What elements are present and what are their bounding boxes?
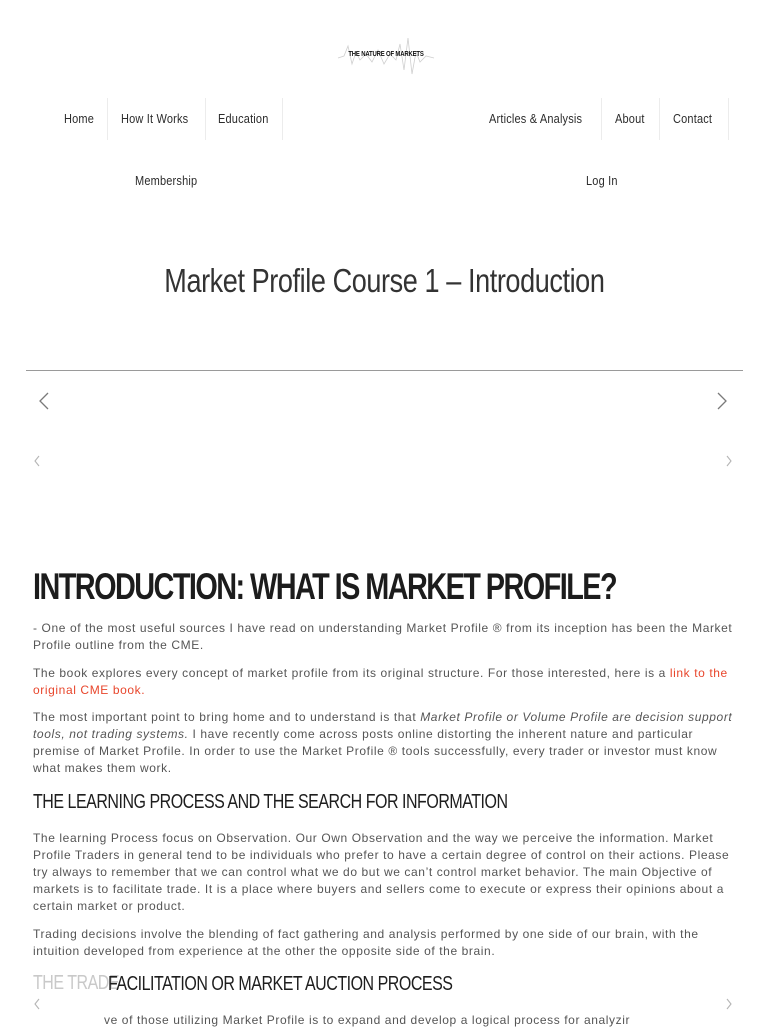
paragraph-trading-decisions: Trading decisions involve the blending of fact gathering and analysis performed by one side of our brain, with the intuition developed from experience at the other the opposite side of the brain. [33,927,699,958]
nav-articles-analysis[interactable]: Articles & Analysis [489,112,583,126]
nav-how-it-works[interactable]: How It Works [121,112,189,126]
chevron-right-icon [725,455,733,467]
section-heading-facilitation: FACILITATION OR MARKET AUCTION PROCESS [108,973,453,995]
paragraph-intro: - One of the most useful sources I have read on understanding Market Profile ® from its inception has been the Market Profile outline from the CME. [33,621,733,652]
footer-next-button[interactable] [725,998,733,1010]
nav-divider [107,98,108,140]
nav-divider [205,98,206,140]
chevron-left-icon [33,998,41,1010]
nav-divider [601,98,602,140]
chevron-right-icon [725,998,733,1010]
content-divider [26,370,743,371]
nav-divider [282,98,283,140]
site-logo[interactable] [334,34,438,80]
slider-prev-button[interactable] [38,392,50,410]
nav-about[interactable]: About [615,112,645,126]
paragraph-book-text: The book explores every concept of market profile from its original structure. For those interested, here is a [33,666,670,680]
paragraph-learning-process: The learning Process focus on Observation. Our Own Observation and the way we perceive the information. Market Profile Traders in general tend to be individuals who prefer to have a certain degree of control on their actions. Please try always to remember that we can control what we do but we can’t control market behavior. The main Objective of markets is to facilitate trade. It is a place where buyers and sellers come to execute or express their opinions about a certain market or product. [33,831,730,913]
chevron-right-icon [716,392,728,410]
slider-next-button[interactable] [716,392,728,410]
gallery-prev-button[interactable] [33,455,41,467]
nav-divider [659,98,660,140]
paragraph-partial-bottom: ve of those utilizing Market Profile is to expand and develop a logical process for analyzir [104,1013,631,1027]
section-heading-partial-faded: THE TRADE [33,972,120,994]
nav-education[interactable]: Education [218,112,269,126]
nav-home[interactable]: Home [64,112,95,126]
footer-prev-button[interactable] [33,998,41,1010]
nav-contact[interactable]: Contact [673,112,713,126]
paragraph-important-emphasis: Market Profile or Volume Profile are decision support tools, not trading systems. [33,710,733,741]
paragraph-important-post: I have recently come across posts online distorting the inherent nature and particular premise of Market Profile. In order to use the Market Profile ® tools successfully, every trader or investor must know what makes them work. [33,727,718,775]
nav-membership[interactable]: Membership [135,174,198,188]
page-title: Market Profile Course 1 – Introduction [163,262,605,299]
article-heading: INTRODUCTION: WHAT IS MARKET PROFILE? [33,566,617,607]
paragraph-important-pre: The most important point to bring home and to understand is that [33,710,421,724]
gallery-next-button[interactable] [725,455,733,467]
paragraph-book [33,665,738,699]
cme-book-link[interactable]: link to the original CME book. [33,666,728,697]
nav-divider [728,98,729,140]
section-heading-learning-process: THE LEARNING PROCESS AND THE SEARCH FOR INFORMATION [33,791,508,813]
nav-login[interactable]: Log In [586,174,618,188]
paragraph-important-point [33,709,738,777]
chevron-left-icon [33,455,41,467]
logo-text: THE NATURE OF MARKETS [348,51,424,58]
chevron-left-icon [38,392,50,410]
